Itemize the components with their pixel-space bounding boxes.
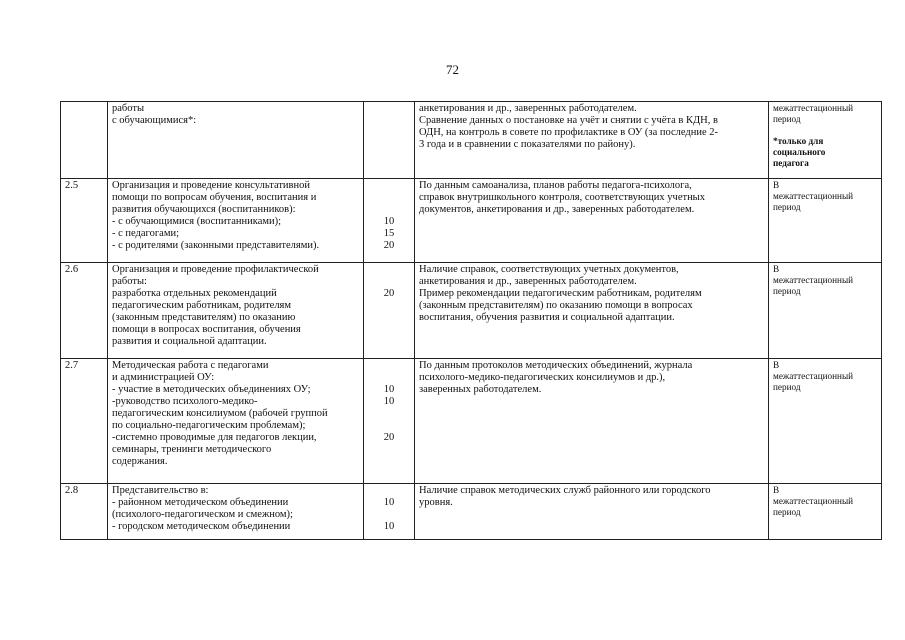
score-value (368, 192, 410, 204)
score-value (368, 372, 410, 384)
evidence-line: анкетирования и др., заверенных работодателем. (419, 103, 637, 114)
evidence-line: Сравнение данных о постановке на учёт и снятии с учёта в КДН, в (419, 115, 718, 126)
criterion-evidence (415, 179, 769, 263)
evidence-line: (законным представителям) по оказанию помощи в вопросах (419, 300, 693, 311)
description-line: Методическая работа с педагогами (112, 360, 269, 371)
period-line: В (773, 264, 780, 274)
criterion-number (61, 484, 108, 540)
criterion-score (364, 359, 415, 484)
description-line: Организация и проведение профилактической (112, 264, 319, 275)
period-line: В (773, 485, 780, 495)
period-line: межаттестационный (773, 103, 854, 113)
criterion-number (61, 359, 108, 484)
score-value: 10 (383, 521, 395, 532)
criteria-row (61, 263, 882, 359)
score-value (368, 204, 410, 216)
criteria-table-body (61, 102, 882, 540)
criterion-period (769, 359, 882, 484)
evidence-line: По данным протоколов методических объединений, журнала (419, 360, 693, 371)
evidence-line: Наличие справок, соответствующих учетных документов, (419, 264, 679, 275)
description-line: - с обучающимися (воспитанниками); (112, 216, 282, 227)
description-line: педагогическим работникам, родителям (112, 300, 292, 311)
description-line: развития и социальной адаптации. (112, 336, 267, 347)
criterion-number-text: 2.6 (65, 264, 79, 275)
description-line: педагогическим консилиумом (рабочей группой (112, 408, 328, 419)
score-value: 20 (383, 240, 395, 251)
score-value (368, 420, 410, 432)
score-value (368, 276, 410, 288)
criterion-number-text: 2.8 (65, 485, 79, 496)
criterion-evidence (415, 263, 769, 359)
criterion-evidence (415, 484, 769, 540)
criteria-row (61, 484, 882, 540)
period-line: В (773, 180, 780, 190)
score-value: 10 (383, 497, 395, 508)
score-value (368, 408, 410, 420)
criterion-number (61, 102, 108, 179)
period-line: межаттестационный (773, 496, 854, 506)
period-line: межаттестационный (773, 275, 854, 285)
criterion-evidence (415, 102, 769, 179)
description-line: и администрацией ОУ: (112, 372, 215, 383)
criterion-score (364, 102, 415, 179)
criterion-score (364, 179, 415, 263)
criteria-row (61, 179, 882, 263)
score-value (368, 264, 410, 276)
criteria-table (60, 101, 882, 540)
description-line: - районном методическом объединении (112, 497, 289, 508)
description-line: - городском методическом объединении (112, 521, 291, 532)
description-line: содержания. (112, 456, 168, 467)
description-line: семинары, тренинги методического (112, 444, 272, 455)
score-value (368, 180, 410, 192)
evidence-line: 3 года и в сравнении с показателями по району). (419, 139, 636, 150)
score-value: 10 (383, 384, 395, 395)
evidence-line: справок внутришкольного контроля, соответствующих учетных (419, 192, 705, 203)
period-line: социального (773, 147, 826, 157)
period-line: период (773, 382, 801, 392)
period-line (773, 125, 877, 136)
criteria-row (61, 359, 882, 484)
evidence-line: заверенных работодателем. (419, 384, 542, 395)
description-line: -системно проводимые для педагогов лекции, (112, 432, 317, 443)
score-value (368, 360, 410, 372)
description-line: Представительство в: (112, 485, 209, 496)
description-line: - с педагогами; (112, 228, 179, 239)
criterion-description (108, 102, 364, 179)
criterion-score (364, 263, 415, 359)
score-value: 20 (383, 432, 395, 443)
score-value: 15 (383, 228, 395, 239)
score-value: 20 (383, 288, 395, 299)
criterion-period (769, 263, 882, 359)
criterion-period (769, 484, 882, 540)
evidence-line: Наличие справок методических служб районного или городского (419, 485, 711, 496)
description-line: по социально-педагогическим проблемам); (112, 420, 306, 431)
description-line: помощи в вопросах воспитания, обучения (112, 324, 301, 335)
criterion-number-text: 2.7 (65, 360, 79, 371)
description-line: Организация и проведение консультативной (112, 180, 310, 191)
criterion-description (108, 179, 364, 263)
description-line: развития обучающихся (воспитанников): (112, 204, 296, 215)
period-line: период (773, 114, 801, 124)
evidence-line: Пример рекомендации педагогическим работникам, родителям (419, 288, 702, 299)
description-line: разработка отдельных рекомендаций (112, 288, 277, 299)
description-line: помощи по вопросам обучения, воспитания и (112, 192, 317, 203)
criterion-description (108, 263, 364, 359)
description-line: -руководство психолого-медико- (112, 396, 258, 407)
period-line: период (773, 286, 801, 296)
period-line: межаттестационный (773, 191, 854, 201)
criterion-period (769, 102, 882, 179)
score-value: 10 (383, 396, 395, 407)
period-line: период (773, 202, 801, 212)
page-number: 72 (446, 62, 459, 77)
score-value (368, 509, 410, 521)
criterion-number-text: 2.5 (65, 180, 79, 191)
evidence-line: ОДН, на контроль в совете по профилактике в ОУ (за последние 2- (419, 127, 719, 138)
evidence-line: анкетирования и др., заверенных работодателем. (419, 276, 637, 287)
score-value: 10 (383, 216, 395, 227)
period-line: межаттестационный (773, 371, 854, 381)
evidence-line: воспитания, обучения развития и социальной адаптации. (419, 312, 675, 323)
period-line: период (773, 507, 801, 517)
evidence-line: уровня. (419, 497, 453, 508)
description-line: (законным представителям) по оказанию (112, 312, 296, 323)
criterion-description (108, 484, 364, 540)
score-value (368, 485, 410, 497)
period-line: педагога (773, 158, 809, 168)
evidence-line: По данным самоанализа, планов работы педагога-психолога, (419, 180, 692, 191)
description-line: работы: (112, 276, 147, 287)
description-line: с обучающимися*: (112, 115, 197, 126)
description-line: (психолого-педагогическом и смежном); (112, 509, 293, 520)
criterion-description (108, 359, 364, 484)
criterion-score (364, 484, 415, 540)
criterion-number (61, 179, 108, 263)
criterion-evidence (415, 359, 769, 484)
criterion-number (61, 263, 108, 359)
evidence-line: психолого-медико-педагогических консилиумов и др.), (419, 372, 666, 383)
description-line: - с родителями (законными представителями). (112, 240, 320, 251)
criterion-period (769, 179, 882, 263)
period-line: *только для (773, 136, 824, 146)
period-line: В (773, 360, 780, 370)
description-line: - участие в методических объединениях ОУ; (112, 384, 311, 395)
criteria-row (61, 102, 882, 179)
description-line: работы (112, 103, 145, 114)
evidence-line: документов, анкетирования и др., заверенных работодателем. (419, 204, 695, 215)
